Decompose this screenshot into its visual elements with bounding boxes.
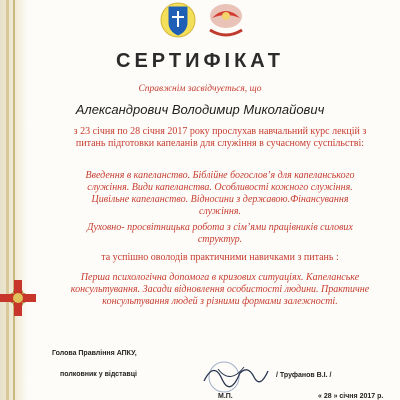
certificate-title: СЕРТИФІКАТ bbox=[116, 50, 284, 72]
skills-paragraph: Перша психологічна допомога в кризових ситуаціях. Капеланське консультування. Засади відновлення особистості людини. Практичне консультування людей з різними формами залежності. bbox=[70, 272, 370, 307]
head-title: Голова Правління АПКУ, bbox=[52, 350, 137, 357]
signature-stamp-icon bbox=[200, 355, 270, 395]
topics-paragraph: Введення в капеланство. Біблійне богослов’я для капеланського служіння. Види капеланства. Особливості кожного служіння. Цивільне капеланство. Відносини з державою.Фінансування служіння. bbox=[85, 170, 355, 217]
certify-line: Справжнім засвідчується, що bbox=[138, 84, 262, 94]
emblem-logo-icon bbox=[204, 0, 248, 38]
signer-name: / Труфанов В.І. / bbox=[276, 372, 332, 379]
stamp-place: М.П. bbox=[218, 393, 233, 400]
rank: полковник у відставці bbox=[60, 371, 137, 378]
issue-date: « 28 » січня 2017 р. bbox=[318, 393, 384, 400]
apku-shield-logo-icon bbox=[154, 0, 202, 38]
recipient-name: Александрович Володимир Миколайович bbox=[75, 102, 325, 117]
skills-intro: та успішно оволодів практичними навичками з питань : bbox=[101, 252, 339, 263]
cross-emblem-icon bbox=[0, 280, 36, 316]
course-paragraph: з 23 січня по 28 січня 2017 року прослухав навчальний курс лекцій з питань підготовки капеланів для служіння в сучасному суспільстві: bbox=[73, 126, 367, 149]
spiritual-paragraph: Духовно- просвітницька робота з сім’ями працівників силових структур. bbox=[87, 222, 353, 245]
